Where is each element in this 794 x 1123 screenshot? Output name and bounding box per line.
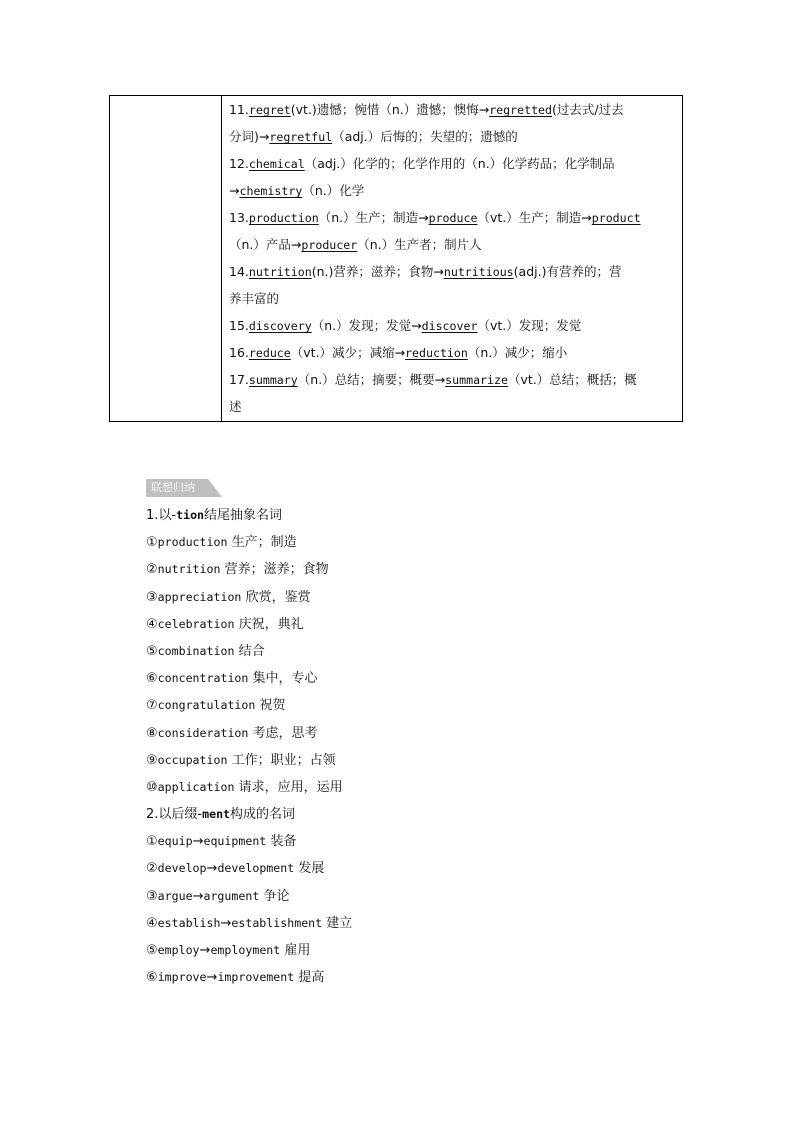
word: consideration: [157, 725, 249, 740]
item-number: ⑨: [146, 752, 158, 768]
verb: establish: [157, 915, 221, 930]
arrow-icon: →: [199, 943, 211, 958]
word: reduction: [405, 346, 468, 360]
definition: 化学的；化学作用的（n.）化学药品；化学制品: [352, 156, 615, 171]
item-number: 16.: [229, 345, 249, 360]
table-line: [229, 285, 279, 312]
word: application: [157, 779, 235, 794]
arrow-icon: →: [220, 915, 232, 931]
title-keyword: tion: [176, 508, 205, 522]
tag-label: 联想归纳: [151, 481, 195, 494]
item-number: 17.: [229, 372, 249, 387]
table-left-cell: [110, 96, 222, 421]
item-number: ⑥: [146, 671, 158, 687]
definition: 生产；制造→: [355, 210, 429, 225]
definition: 营养；滋养；食物→: [333, 264, 444, 279]
meaning: 营养；滋养；食物: [224, 562, 329, 578]
title-keyword: ment: [202, 807, 231, 822]
word: regret: [248, 103, 291, 117]
word: chemistry: [239, 184, 303, 198]
definition: 分词)→: [229, 129, 270, 144]
verb: improve: [157, 970, 207, 985]
meaning: 集中，专心: [252, 671, 318, 687]
pos: （vt.）: [290, 345, 333, 360]
pos: （n.）: [467, 345, 505, 360]
pos: （n.）: [357, 237, 395, 252]
title-suffix: 结尾抽象名词: [204, 508, 283, 523]
verb: develop: [157, 861, 207, 876]
definition: 后悔的；失望的；遗憾的: [380, 129, 518, 144]
list-item: [146, 532, 352, 559]
item-number: ⑤: [146, 943, 158, 958]
section-title: [146, 505, 352, 532]
word: nutritious: [443, 265, 514, 279]
verb: equip: [157, 834, 193, 849]
section-title: [146, 804, 352, 831]
title-prefix: 2.以后缀-: [146, 807, 203, 823]
noun: establishment: [231, 915, 323, 930]
list-item: [146, 668, 352, 695]
definition: (过去式/过去: [552, 102, 624, 117]
item-number: 14.: [229, 264, 249, 279]
item-number: ②: [146, 861, 158, 877]
pos: （adj.）: [304, 156, 353, 171]
list-item: [146, 641, 352, 668]
word: congratulation: [157, 698, 256, 713]
word: occupation: [157, 752, 228, 767]
meaning: 工作；职业；占领: [231, 752, 336, 768]
meaning: 雇用: [284, 943, 311, 958]
list-item: [146, 913, 352, 940]
item-number: 11.: [229, 102, 249, 117]
section-tag: [146, 479, 222, 497]
table-line: [229, 177, 364, 204]
word: production: [157, 535, 228, 550]
word: regretful: [269, 130, 333, 144]
definition: 遗憾；惋惜（n.）遗憾；懊悔→: [316, 102, 490, 117]
pos: （n.）: [311, 318, 349, 333]
list-item: [146, 777, 352, 804]
definition: 总结；摘要；概要→: [334, 372, 446, 387]
item-number: 13.: [229, 210, 249, 225]
list-item: [146, 886, 352, 913]
table-line: [229, 312, 581, 339]
noun: development: [217, 861, 295, 876]
meaning: 争论: [263, 888, 290, 904]
pos: (n.): [311, 264, 334, 279]
item-number: ③: [146, 888, 158, 904]
word: reduce: [248, 346, 291, 360]
noun: equipment: [203, 834, 267, 849]
item-number: ④: [146, 915, 158, 931]
item-number: ⑥: [146, 970, 158, 986]
noun: argument: [203, 888, 260, 903]
definition: （n.）产品→: [229, 237, 302, 252]
definition: 发现；发觉: [518, 318, 582, 333]
meaning: 请求，应用，运用: [238, 779, 343, 795]
list-item: [146, 587, 352, 614]
word: nutrition: [248, 265, 312, 279]
meaning: 发展: [298, 861, 325, 877]
table-line: [229, 150, 615, 177]
list-item: [146, 967, 352, 994]
meaning: 庆祝，典礼: [238, 616, 304, 632]
list-item: [146, 723, 352, 750]
definition: 减少；减缩→: [332, 345, 406, 360]
word: product: [591, 211, 641, 225]
list-item: [146, 750, 352, 777]
verb: argue: [157, 888, 193, 903]
word: summary: [248, 373, 298, 387]
table-line: [229, 231, 482, 258]
definition: 总结；概括；概: [549, 372, 637, 387]
definition: 生产者；制片人: [394, 237, 482, 252]
noun: employment: [210, 943, 281, 957]
pos: (vt.): [290, 102, 317, 117]
association-list: [146, 505, 352, 994]
arrow-icon: →: [192, 834, 204, 850]
list-item: [146, 831, 352, 858]
word: discovery: [248, 319, 312, 333]
item-number: 15.: [229, 318, 249, 333]
item-number: ②: [146, 562, 158, 578]
item-number: ③: [146, 589, 158, 605]
arrow-icon: →: [192, 888, 204, 904]
table-line: [229, 339, 567, 366]
meaning: 生产；制造: [231, 535, 297, 551]
word: combination: [157, 643, 235, 658]
pos: （n.）: [318, 210, 356, 225]
verb: employ: [157, 943, 200, 957]
noun: improvement: [217, 970, 295, 985]
item-number: ⑤: [146, 643, 158, 659]
table-line: [229, 366, 637, 393]
item-number: 12.: [229, 156, 249, 171]
meaning: 提高: [298, 970, 325, 986]
definition: →: [229, 183, 240, 198]
word: production: [248, 211, 319, 225]
list-item: [146, 940, 352, 967]
arrow-icon: →: [206, 861, 218, 877]
table-line: [229, 204, 641, 231]
title-suffix: 构成的名词: [230, 807, 296, 823]
definition: 述: [229, 399, 242, 414]
item-number: ⑩: [146, 779, 158, 795]
word: nutrition: [157, 562, 221, 577]
word: producer: [301, 238, 358, 252]
pos: （adj.）: [332, 129, 381, 144]
item-number: ⑧: [146, 725, 158, 741]
definition: 生产；制造→: [518, 210, 592, 225]
arrow-icon: →: [206, 970, 218, 986]
word: chemical: [248, 157, 305, 171]
table-line: [229, 393, 242, 420]
meaning: 装备: [270, 834, 297, 850]
item-number: ④: [146, 616, 158, 632]
item-number: ①: [146, 535, 158, 551]
vocabulary-table: [109, 95, 683, 422]
meaning: 祝贺: [259, 698, 286, 714]
word: summarize: [445, 373, 508, 387]
word: appreciation: [157, 589, 242, 604]
meaning: 建立: [326, 915, 353, 931]
list-item: [146, 614, 352, 641]
definition: 养丰富的: [229, 291, 280, 306]
definition: 减少；缩小: [504, 345, 568, 360]
table-line: [229, 123, 518, 150]
pos: (adj.): [513, 264, 547, 279]
table-line: [229, 258, 621, 285]
pos: （vt.）: [477, 318, 519, 333]
definition: 化学: [339, 183, 365, 198]
pos: （vt.）: [507, 372, 550, 387]
pos: （vt.）: [477, 210, 519, 225]
list-item: [146, 559, 352, 586]
meaning: 考虑，思考: [252, 725, 318, 741]
definition: 有营养的；营: [546, 264, 622, 279]
item-number: ①: [146, 834, 158, 850]
list-item: [146, 858, 352, 885]
word: regretted: [489, 103, 553, 117]
list-item: [146, 695, 352, 722]
word: discover: [421, 319, 478, 333]
word: celebration: [157, 616, 235, 631]
meaning: 欣赏，鉴赏: [245, 589, 311, 605]
word: produce: [428, 211, 478, 225]
meaning: 结合: [238, 643, 265, 659]
table-line: [229, 96, 624, 123]
word: concentration: [157, 671, 249, 686]
item-number: ⑦: [146, 698, 158, 714]
title-prefix: 1.以-: [146, 508, 177, 523]
definition: 发现；发觉→: [348, 318, 422, 333]
pos: （n.）: [297, 372, 335, 387]
pos: （n.）: [302, 183, 340, 198]
